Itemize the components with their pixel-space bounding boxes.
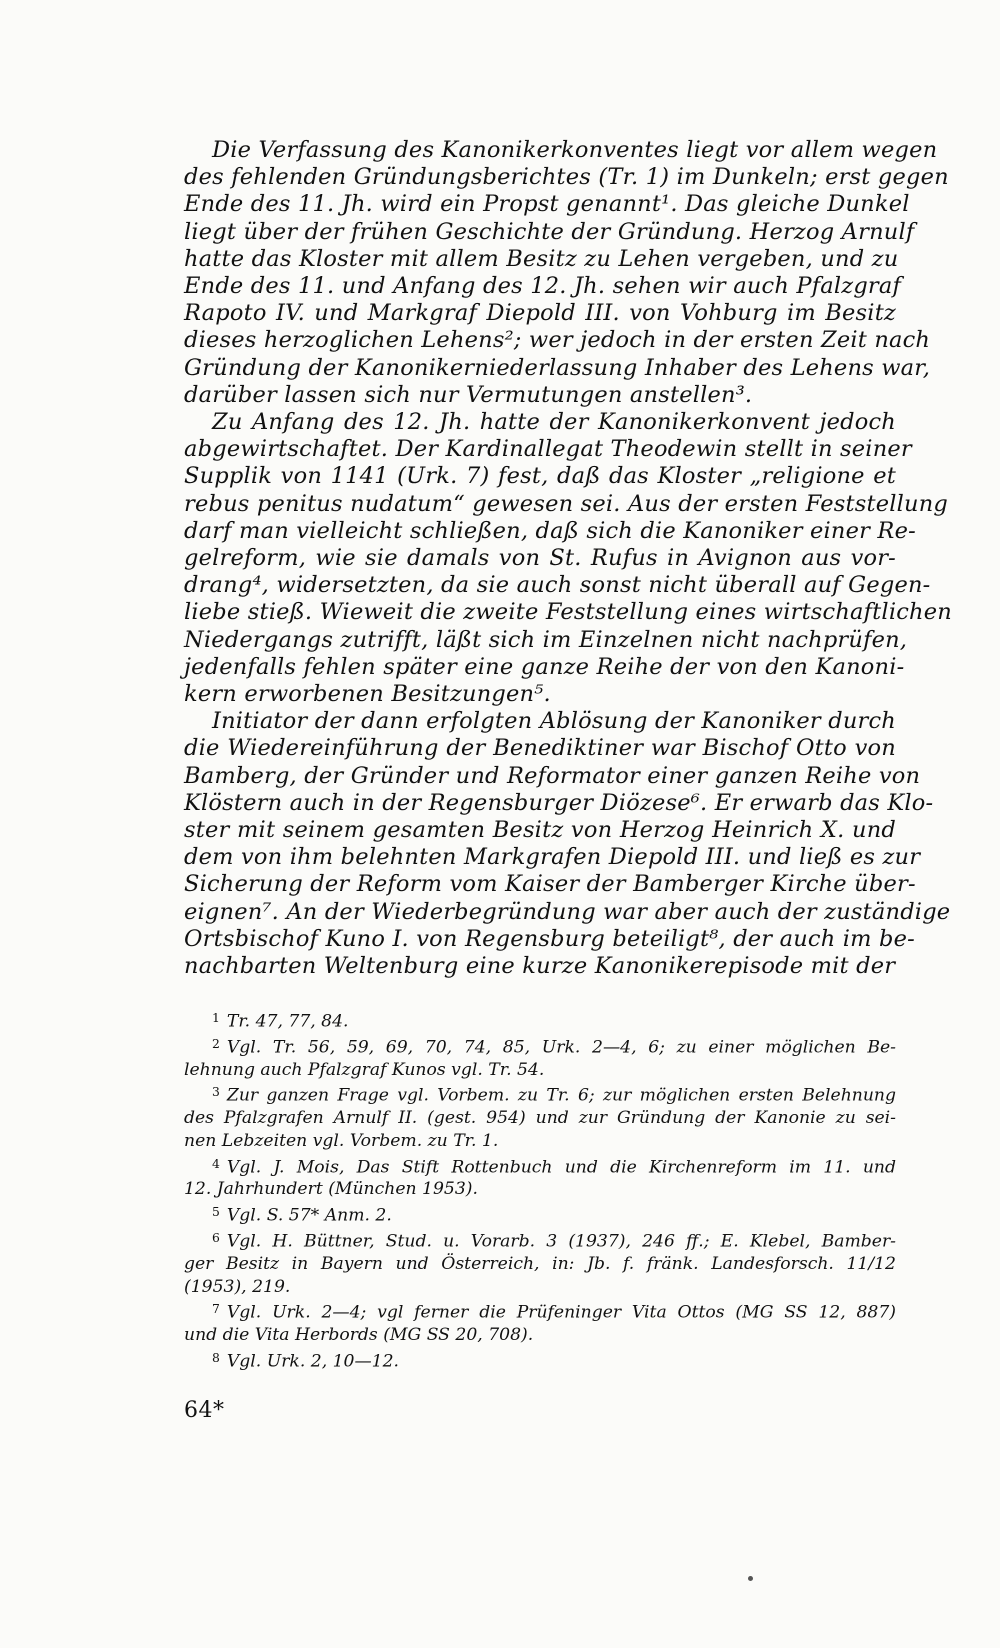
footnote-text: lehnung auch Pfalzgraf Kunos vgl. Tr. 54. <box>184 1059 545 1080</box>
text-line: Ende des 11. und Anfang des 12. Jh. sehen wir auch Pfalzgraf <box>184 273 902 300</box>
page-number: 64* <box>184 1398 225 1423</box>
footnote-text: nen Lebzeiten vgl. Vorbem. zu Tr. 1. <box>184 1130 499 1151</box>
text-line: eignen⁷. An der Wiederbegründung war aber auch der zuständige <box>184 898 951 925</box>
footnote-text: Tr. 47, 77, 84. <box>226 1011 349 1032</box>
text-line: gelreform, wie sie damals von St. Rufus in Avignon aus vor- <box>184 545 896 572</box>
text-line: liebe stieß. Wieweit die zweite Feststellung eines wirtschaftlichen <box>184 599 952 626</box>
footnote-text: 12. Jahrhundert (München 1953). <box>184 1179 478 1200</box>
footnote-number: 4 <box>212 1156 220 1171</box>
footnote-text: ger Besitz in Bayern und Österreich, in: Jb. f. fränk. Landesforsch. 11/12 <box>184 1253 896 1274</box>
footnote-line <box>184 1227 896 1253</box>
text-line: Ende des 11. Jh. wird ein Propst genannt¹. Das gleiche Dunkel <box>184 191 910 218</box>
footnote-text: Vgl. Tr. 56, 59, 69, 70, 74, 85, Urk. 2—4, 6; zu einer möglichen Be- <box>226 1037 896 1058</box>
text-line: Supplik von 1141 (Urk. 7) fest, daß das Kloster „religione et <box>184 463 896 490</box>
text-line: dieses herzoglichen Lehens²; wer jedoch in der ersten Zeit nach <box>184 327 931 354</box>
footnote-line <box>184 1276 896 1299</box>
footnote-line <box>184 1347 896 1373</box>
footnote-text: des Pfalzgrafen Arnulf II. (gest. 954) und zur Gründung der Kanonie zu sei- <box>184 1108 896 1129</box>
footnote-line <box>184 1130 896 1153</box>
footnote-line <box>184 1178 896 1201</box>
text-line: rebus penitus nudatum“ gewesen sei. Aus der ersten Feststellung <box>184 490 949 517</box>
text-line: dem von ihm belehnten Markgrafen Diepold III. und ließ es zur <box>184 844 921 871</box>
footnote-number: 8 <box>212 1350 220 1365</box>
footnote-line <box>184 1107 896 1130</box>
scan-speck <box>748 1576 753 1581</box>
text-line: Klöstern auch in der Regensburger Diözese⁶. Er erwarb das Klo- <box>184 789 934 816</box>
footnote-number: 3 <box>212 1085 220 1100</box>
text-line: Niedergangs zutrifft, läßt sich im Einzelnen nicht nachprüfen, <box>184 626 908 653</box>
footnote-line <box>184 1324 896 1347</box>
text-line: darüber lassen sich nur Vermutungen anstellen³. <box>184 381 753 408</box>
text-line: Die Verfassung des Kanonikerkonventes liegt vor allem wegen <box>212 137 938 163</box>
footnote-text: Vgl. J. Mois, Das Stift Rottenbuch und die Kirchenreform im 11. und <box>226 1156 896 1177</box>
text-line: liegt über der frühen Geschichte der Gründung. Herzog Arnulf <box>184 218 915 245</box>
footnote-text: Vgl. H. Büttner, Stud. u. Vorarb. 3 (1937), 246 ff.; E. Klebel, Bamber- <box>226 1231 896 1252</box>
text-line: kern erworbenen Besitzungen⁵. <box>184 681 551 708</box>
footnotes <box>184 1007 896 1373</box>
footnote-line <box>184 1153 896 1179</box>
footnote-number: 1 <box>212 1011 220 1025</box>
footnote-line <box>184 1033 896 1059</box>
text-line: hatte das Kloster mit allem Besitz zu Lehen vergeben, und zu <box>184 245 899 272</box>
text-line: Initiator der dann erfolgten Ablösung der Kanoniker durch <box>212 708 896 735</box>
footnote-text: Vgl. S. 57* Anm. 2. <box>226 1205 392 1226</box>
text-line: Bamberg, der Gründer und Reformator einer ganzen Reihe von <box>184 762 921 789</box>
footnote-line <box>184 1081 896 1107</box>
text-line: Sicherung der Reform vom Kaiser der Bamberger Kirche über- <box>184 871 916 898</box>
text-line: darf man vielleicht schließen, daß sich die Kanoniker einer Re- <box>184 517 916 544</box>
text-line: Gründung der Kanonikerniederlassung Inhaber des Lehens war, <box>184 354 931 381</box>
text-line: Zu Anfang des 12. Jh. hatte der Kanonikerkonvent jedoch <box>212 409 896 436</box>
footnote-text: Vgl. Urk. 2, 10—12. <box>226 1350 400 1371</box>
footnote-number: 7 <box>212 1302 220 1317</box>
text-line: des fehlenden Gründungsberichtes (Tr. 1) im Dunkeln; erst gegen <box>184 164 949 191</box>
footnote-line <box>184 1298 896 1324</box>
footnote-number: 2 <box>212 1036 220 1051</box>
footnote-text: Zur ganzen Frage vgl. Vorbem. zu Tr. 6; zur möglichen ersten Belehnung <box>226 1085 896 1106</box>
text-line: ster mit seinem gesamten Besitz von Herzog Heinrich X. und <box>184 817 896 844</box>
footnote-line <box>184 1201 896 1227</box>
footnote-line <box>184 1253 896 1276</box>
footnote-number: 6 <box>212 1230 220 1245</box>
text-line: nachbarten Weltenburg eine kurze Kanonikerepisode mit der <box>184 953 896 980</box>
footnote-number: 5 <box>212 1205 220 1220</box>
text-line: jedenfalls fehlen später eine ganze Reihe der von den Kanoni- <box>184 653 905 680</box>
text-line: drang⁴, widersetzten, da sie auch sonst nicht überall auf Gegen- <box>184 572 931 599</box>
text-line: Rapoto IV. und Markgraf Diepold III. von Vohburg im Besitz <box>184 300 896 327</box>
text-line: abgewirtschaftet. Der Kardinallegat Theodewin stellt in seiner <box>184 436 912 463</box>
main-text <box>184 137 952 980</box>
footnote-line <box>184 1059 896 1082</box>
footnote-text: und die Vita Herbords (MG SS 20, 708). <box>184 1325 534 1346</box>
footnote-text: (1953), 219. <box>184 1276 291 1297</box>
footnote-text: Vgl. Urk. 2—4; vgl ferner die Prüfeninger Vita Ottos (MG SS 12, 887) <box>226 1302 896 1323</box>
footnote-line <box>184 1007 896 1033</box>
text-line: die Wiedereinführung der Benediktiner war Bischof Otto von <box>184 735 896 762</box>
text-line: Ortsbischof Kuno I. von Regensburg beteiligt⁸, der auch im be- <box>184 925 915 952</box>
